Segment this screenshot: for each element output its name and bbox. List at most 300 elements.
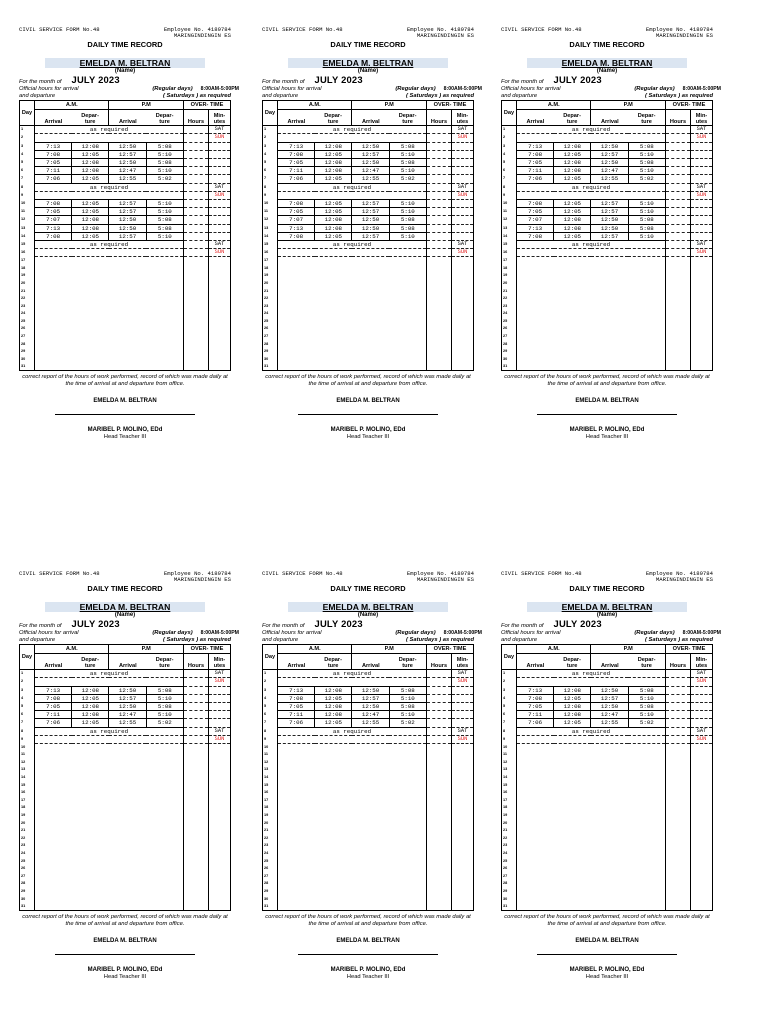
overtime-minutes-cell xyxy=(451,142,473,150)
day-row xyxy=(20,265,231,273)
day-number: 4 xyxy=(503,695,506,700)
as-required-note: as required xyxy=(278,727,427,735)
overtime-hours-cell xyxy=(183,272,208,280)
day-number: 7 xyxy=(503,720,506,725)
time-cell: 12:08 xyxy=(72,142,109,150)
overtime-hours-cell xyxy=(426,200,451,208)
overtime-hours-cell xyxy=(183,686,208,694)
day-number: 20 xyxy=(21,820,26,825)
day-number: 10 xyxy=(264,201,269,206)
blank-day-cells xyxy=(278,774,427,782)
overtime-hours-cell xyxy=(426,678,451,686)
sat-mark: SAT xyxy=(451,126,473,134)
time-cell: 12:08 xyxy=(554,167,591,175)
blank-day-cells xyxy=(35,249,184,257)
overtime-hours-cell xyxy=(426,356,451,364)
signature-line xyxy=(298,954,438,955)
overtime-minutes-cell xyxy=(451,232,473,240)
official-time: 8:00AM-5:00PM xyxy=(443,86,482,93)
overtime-minutes-cell xyxy=(451,224,473,232)
time-cell: 12:55 xyxy=(109,175,146,183)
blank-day-cells xyxy=(517,272,666,280)
am-header: A.M. xyxy=(35,645,109,654)
blank-day-cells xyxy=(35,789,184,797)
time-cell: 7:08 xyxy=(278,694,315,702)
day-number: 17 xyxy=(264,797,269,802)
day-number: 7 xyxy=(264,720,267,725)
as-required-note: as required xyxy=(278,183,427,191)
day-number: 23 xyxy=(503,303,508,308)
day-number: 10 xyxy=(21,201,26,206)
overtime-minutes-cell xyxy=(690,744,712,752)
signature-line xyxy=(298,414,438,415)
overtime-hours-header: Hours xyxy=(183,654,208,670)
overtime-hours-cell xyxy=(183,827,208,835)
day-number: 23 xyxy=(264,303,269,308)
supervisor-name: MARIBEL P. MOLINO, EDd xyxy=(330,427,406,434)
overtime-minutes-cell xyxy=(208,295,230,303)
overtime-hours-cell xyxy=(426,280,451,288)
overtime-minutes-cell xyxy=(208,774,230,782)
overtime-hours-cell xyxy=(426,686,451,694)
time-cell: 5:10 xyxy=(628,208,665,216)
overtime-hours-cell xyxy=(426,134,451,142)
overtime-minutes-cell xyxy=(690,333,712,341)
blank-day-cells xyxy=(35,295,184,303)
time-cell: 12:50 xyxy=(109,686,146,694)
time-cell: 12:55 xyxy=(352,719,389,727)
time-cell: 5:10 xyxy=(628,694,665,702)
time-cell: 12:57 xyxy=(591,232,628,240)
day-number: 13 xyxy=(21,225,26,230)
day-number: 14 xyxy=(264,775,269,780)
day-number: 11 xyxy=(21,752,26,757)
day-row xyxy=(20,744,231,752)
overtime-minutes-cell xyxy=(208,812,230,820)
blank-day-cells xyxy=(278,797,427,805)
overtime-minutes-cell xyxy=(690,295,712,303)
day-row xyxy=(263,159,474,167)
overtime-minutes-cell xyxy=(208,880,230,888)
time-cell: 12:50 xyxy=(591,142,628,150)
overtime-hours-cell xyxy=(665,272,690,280)
blank-day-cells xyxy=(517,766,666,774)
day-number: 27 xyxy=(264,334,269,339)
overtime-hours-cell xyxy=(665,310,690,318)
overtime-minutes-cell xyxy=(690,781,712,789)
overtime-minutes-cell xyxy=(451,159,473,167)
day-number: 19 xyxy=(21,273,26,278)
sun-mark: SUN xyxy=(451,191,473,199)
day-number: 30 xyxy=(21,896,26,901)
day-row xyxy=(263,819,474,827)
overtime-minutes-cell xyxy=(451,711,473,719)
time-cell: 12:05 xyxy=(554,150,591,158)
overtime-minutes-header: Min- utes xyxy=(451,654,473,670)
overtime-hours-cell xyxy=(665,903,690,911)
time-cell: 5:10 xyxy=(628,711,665,719)
day-row xyxy=(502,804,713,812)
day-number: 5 xyxy=(21,160,24,164)
overtime-hours-cell xyxy=(183,797,208,805)
time-cell: 5:10 xyxy=(146,150,183,158)
day-row xyxy=(502,694,713,702)
employee-number: Employee No. 4189784 xyxy=(645,26,713,33)
supervisor-title: Head Teacher III xyxy=(103,434,147,441)
overtime-hours-cell xyxy=(183,356,208,364)
blank-day-cells xyxy=(35,318,184,326)
month-label: For the month of xyxy=(19,623,62,630)
pm-header: P.M xyxy=(109,645,184,654)
day-row xyxy=(20,310,231,318)
day-number: 2 xyxy=(503,135,506,140)
time-cell: 7:13 xyxy=(517,224,554,232)
employee-signature: EMELDA M. BELTRAN xyxy=(575,938,639,945)
day-number: 16 xyxy=(264,250,269,255)
day-number: 28 xyxy=(21,881,26,886)
sat-mark: SAT xyxy=(451,241,473,249)
time-cell: 7:05 xyxy=(35,208,72,216)
day-number: 30 xyxy=(264,356,269,361)
day-row xyxy=(20,325,231,333)
day-number: 7 xyxy=(21,720,24,725)
time-cell: 12:47 xyxy=(591,167,628,175)
blank-day-cells xyxy=(278,880,427,888)
overtime-hours-cell xyxy=(426,781,451,789)
overtime-hours-cell xyxy=(665,819,690,827)
time-cell: 12:08 xyxy=(72,224,109,232)
time-cell: 7:13 xyxy=(517,142,554,150)
time-cell: 5:08 xyxy=(146,142,183,150)
time-cell: 7:05 xyxy=(517,703,554,711)
school-name: MARINGINDINGIN ES xyxy=(173,32,231,40)
day-row xyxy=(20,727,231,735)
overtime-minutes-cell xyxy=(451,865,473,873)
overtime-hours-cell xyxy=(426,175,451,183)
month-label: For the month of xyxy=(262,623,305,630)
day-number: 17 xyxy=(21,258,26,263)
name-caption: (Name) xyxy=(357,68,379,75)
school-name: MARINGINDINGIN ES xyxy=(173,576,231,584)
overtime-minutes-cell xyxy=(690,873,712,881)
time-cell: 7:11 xyxy=(517,711,554,719)
day-number: 27 xyxy=(264,873,269,878)
blank-day-cells xyxy=(35,865,184,873)
day-number: 3 xyxy=(264,143,267,148)
overtime-minutes-cell xyxy=(208,167,230,175)
blank-day-cells xyxy=(35,325,184,333)
day-number: 5 xyxy=(264,160,267,164)
dtr-form xyxy=(501,570,721,981)
blank-day-cells xyxy=(278,812,427,820)
blank-day-cells xyxy=(517,873,666,881)
day-number: 22 xyxy=(503,296,508,301)
day-number: 22 xyxy=(21,835,26,840)
day-row xyxy=(20,232,231,240)
day-row xyxy=(263,686,474,694)
official-hours-label: Official hours for arrival xyxy=(262,86,322,93)
overtime-hours-cell xyxy=(183,191,208,199)
time-cell: 12:50 xyxy=(109,703,146,711)
time-cell: 12:50 xyxy=(109,142,146,150)
day-number: 10 xyxy=(503,201,508,206)
day-row xyxy=(263,835,474,843)
day-number: 6 xyxy=(21,168,24,173)
time-cell: 5:02 xyxy=(389,719,426,727)
official-time: 8:00AM-5:00PM xyxy=(200,86,239,93)
sun-mark: SUN xyxy=(451,678,473,686)
overtime-header: OVER- TIME xyxy=(183,101,230,110)
month-label: For the month of xyxy=(19,79,62,86)
month-label: For the month of xyxy=(501,623,544,630)
overtime-minutes-cell xyxy=(208,287,230,295)
employee-signature: EMELDA M. BELTRAN xyxy=(93,938,157,945)
day-number: 7 xyxy=(264,176,267,181)
day-header: Day xyxy=(20,101,35,126)
time-cell: 5:02 xyxy=(389,175,426,183)
time-cell: 7:07 xyxy=(278,216,315,224)
overtime-hours-cell xyxy=(183,183,208,191)
overtime-minutes-header: Min- utes xyxy=(208,654,230,670)
blank-day-cells xyxy=(278,310,427,318)
day-row xyxy=(20,249,231,257)
overtime-minutes-cell xyxy=(690,232,712,240)
employee-number: Employee No. 4189784 xyxy=(406,570,474,577)
saturdays-label: ( Saturdays ) as required xyxy=(645,93,713,100)
overtime-hours-cell xyxy=(183,819,208,827)
sun-mark: SUN xyxy=(208,191,230,199)
day-number: 9 xyxy=(264,192,267,197)
official-hours-label: Official hours for arrival xyxy=(19,630,79,637)
sat-mark: SAT xyxy=(208,670,230,678)
day-row xyxy=(263,781,474,789)
overtime-hours-cell xyxy=(426,804,451,812)
as-required-note: as required xyxy=(35,126,184,134)
day-row xyxy=(263,318,474,326)
time-cell: 5:10 xyxy=(146,711,183,719)
overtime-hours-cell xyxy=(183,842,208,850)
day-number: 14 xyxy=(503,775,508,780)
blank-day-cells xyxy=(517,348,666,356)
overtime-hours-cell xyxy=(665,287,690,295)
saturdays-label: ( Saturdays ) as required xyxy=(406,637,474,644)
overtime-minutes-cell xyxy=(208,340,230,348)
sat-mark: SAT xyxy=(690,727,712,735)
day-number: 12 xyxy=(21,217,26,222)
overtime-minutes-cell xyxy=(208,280,230,288)
overtime-hours-cell xyxy=(183,857,208,865)
overtime-minutes-cell xyxy=(690,880,712,888)
blank-day-cells xyxy=(517,895,666,903)
day-row xyxy=(502,751,713,759)
time-cell: 7:08 xyxy=(35,694,72,702)
employee-signature: EMELDA M. BELTRAN xyxy=(336,938,400,945)
as-required-note: as required xyxy=(517,126,666,134)
blank-day-cells xyxy=(517,310,666,318)
blank-day-cells xyxy=(278,257,427,265)
blank-day-cells xyxy=(35,287,184,295)
day-number: 15 xyxy=(21,242,26,247)
overtime-hours-cell xyxy=(665,200,690,208)
am-departure-header: Depar- ture xyxy=(72,654,109,670)
blank-day-cells xyxy=(517,781,666,789)
day-header: Day xyxy=(502,645,517,670)
day-row xyxy=(502,774,713,782)
time-cell: 12:05 xyxy=(554,200,591,208)
day-row xyxy=(502,126,713,134)
day-row xyxy=(502,363,713,371)
overtime-minutes-cell xyxy=(690,827,712,835)
day-row xyxy=(263,903,474,911)
overtime-hours-cell xyxy=(426,287,451,295)
blank-day-cells xyxy=(517,678,666,686)
time-cell: 12:57 xyxy=(352,200,389,208)
overtime-hours-cell xyxy=(665,257,690,265)
supervisor-name: MARIBEL P. MOLINO, EDd xyxy=(569,427,645,434)
overtime-hours-cell xyxy=(426,903,451,911)
day-number: 9 xyxy=(503,192,506,197)
overtime-hours-cell xyxy=(183,167,208,175)
regular-days-label: (Regular days) xyxy=(634,86,675,93)
day-number: 2 xyxy=(503,679,506,684)
day-number: 8 xyxy=(21,728,24,733)
overtime-minutes-cell xyxy=(690,789,712,797)
day-number: 4 xyxy=(503,151,506,156)
time-cell: 12:47 xyxy=(591,711,628,719)
day-number: 23 xyxy=(264,843,269,848)
overtime-hours-cell xyxy=(426,142,451,150)
supervisor-title: Head Teacher III xyxy=(585,973,629,980)
supervisor-name: MARIBEL P. MOLINO, EDd xyxy=(87,427,163,434)
day-row xyxy=(263,224,474,232)
time-cell: 12:55 xyxy=(109,719,146,727)
overtime-hours-cell xyxy=(665,333,690,341)
day-row xyxy=(263,208,474,216)
employee-number: Employee No. 4189784 xyxy=(406,26,474,33)
overtime-minutes-cell xyxy=(451,812,473,820)
time-cell: 5:08 xyxy=(389,686,426,694)
day-row xyxy=(20,318,231,326)
blank-day-cells xyxy=(278,280,427,288)
blank-day-cells xyxy=(278,265,427,273)
day-number: 28 xyxy=(264,881,269,886)
day-row xyxy=(263,167,474,175)
day-number: 12 xyxy=(503,759,508,764)
overtime-hours-cell xyxy=(426,744,451,752)
supervisor-title: Head Teacher III xyxy=(103,973,147,980)
blank-day-cells xyxy=(278,744,427,752)
overtime-minutes-cell xyxy=(690,303,712,311)
day-number: 27 xyxy=(21,873,26,878)
overtime-minutes-cell xyxy=(451,719,473,727)
time-cell: 12:50 xyxy=(352,686,389,694)
blank-day-cells xyxy=(278,835,427,843)
overtime-hours-cell xyxy=(665,126,690,134)
overtime-hours-cell xyxy=(183,159,208,167)
name-caption: (Name) xyxy=(114,612,136,619)
blank-day-cells xyxy=(278,895,427,903)
overtime-hours-cell xyxy=(665,224,690,232)
overtime-minutes-cell xyxy=(690,224,712,232)
overtime-header: OVER- TIME xyxy=(426,101,473,110)
overtime-hours-cell xyxy=(426,265,451,273)
overtime-minutes-cell xyxy=(690,686,712,694)
time-cell: 12:57 xyxy=(109,200,146,208)
overtime-minutes-header: Min- utes xyxy=(690,654,712,670)
sun-mark: SUN xyxy=(690,249,712,257)
overtime-minutes-cell xyxy=(208,200,230,208)
overtime-minutes-cell xyxy=(451,318,473,326)
blank-day-cells xyxy=(517,812,666,820)
day-row xyxy=(263,191,474,199)
overtime-minutes-cell xyxy=(451,257,473,265)
overtime-minutes-cell xyxy=(208,759,230,767)
day-row xyxy=(263,150,474,158)
day-row xyxy=(20,873,231,881)
blank-day-cells xyxy=(35,265,184,273)
certification-text: correct report of the hours of work performed, record of which was made daily at the time of arrival at and departure from office. xyxy=(265,914,471,928)
day-number: 17 xyxy=(264,258,269,263)
day-row xyxy=(502,265,713,273)
time-cell: 12:08 xyxy=(554,703,591,711)
overtime-hours-cell xyxy=(183,880,208,888)
day-row xyxy=(20,819,231,827)
employee-signature: EMELDA M. BELTRAN xyxy=(575,398,639,405)
overtime-hours-cell xyxy=(426,249,451,257)
day-number: 25 xyxy=(264,318,269,323)
blank-day-cells xyxy=(517,257,666,265)
form-title: DAILY TIME RECORD xyxy=(569,583,645,593)
overtime-minutes-cell xyxy=(208,356,230,364)
day-number: 2 xyxy=(264,679,267,684)
overtime-minutes-cell xyxy=(208,711,230,719)
day-number: 31 xyxy=(20,903,35,911)
day-row xyxy=(502,167,713,175)
overtime-minutes-cell xyxy=(690,150,712,158)
overtime-hours-cell xyxy=(426,703,451,711)
time-table xyxy=(501,645,713,912)
day-number: 15 xyxy=(264,782,269,787)
blank-day-cells xyxy=(278,888,427,896)
day-row xyxy=(20,183,231,191)
day-row xyxy=(263,797,474,805)
name-caption: (Name) xyxy=(114,68,136,75)
overtime-hours-cell xyxy=(426,880,451,888)
day-row xyxy=(502,200,713,208)
day-row xyxy=(502,280,713,288)
official-hours-label: Official hours for arrival xyxy=(19,86,79,93)
day-row xyxy=(502,880,713,888)
overtime-hours-cell xyxy=(183,812,208,820)
day-row xyxy=(263,766,474,774)
blank-day-cells xyxy=(35,191,184,199)
blank-day-cells xyxy=(517,363,666,371)
overtime-minutes-cell xyxy=(451,265,473,273)
regular-days-label: (Regular days) xyxy=(395,630,436,637)
overtime-minutes-cell xyxy=(690,903,712,911)
overtime-hours-cell xyxy=(183,325,208,333)
time-cell: 5:08 xyxy=(389,703,426,711)
certification-text: correct report of the hours of work performed, record of which was made daily at the time of arrival at and departure from office. xyxy=(504,374,710,388)
day-number: 30 xyxy=(503,356,508,361)
day-row xyxy=(263,865,474,873)
overtime-hours-cell xyxy=(426,797,451,805)
time-cell: 7:11 xyxy=(278,711,315,719)
overtime-hours-cell xyxy=(183,873,208,881)
day-number: 21 xyxy=(21,288,26,293)
overtime-hours-cell xyxy=(183,711,208,719)
overtime-minutes-cell xyxy=(690,751,712,759)
